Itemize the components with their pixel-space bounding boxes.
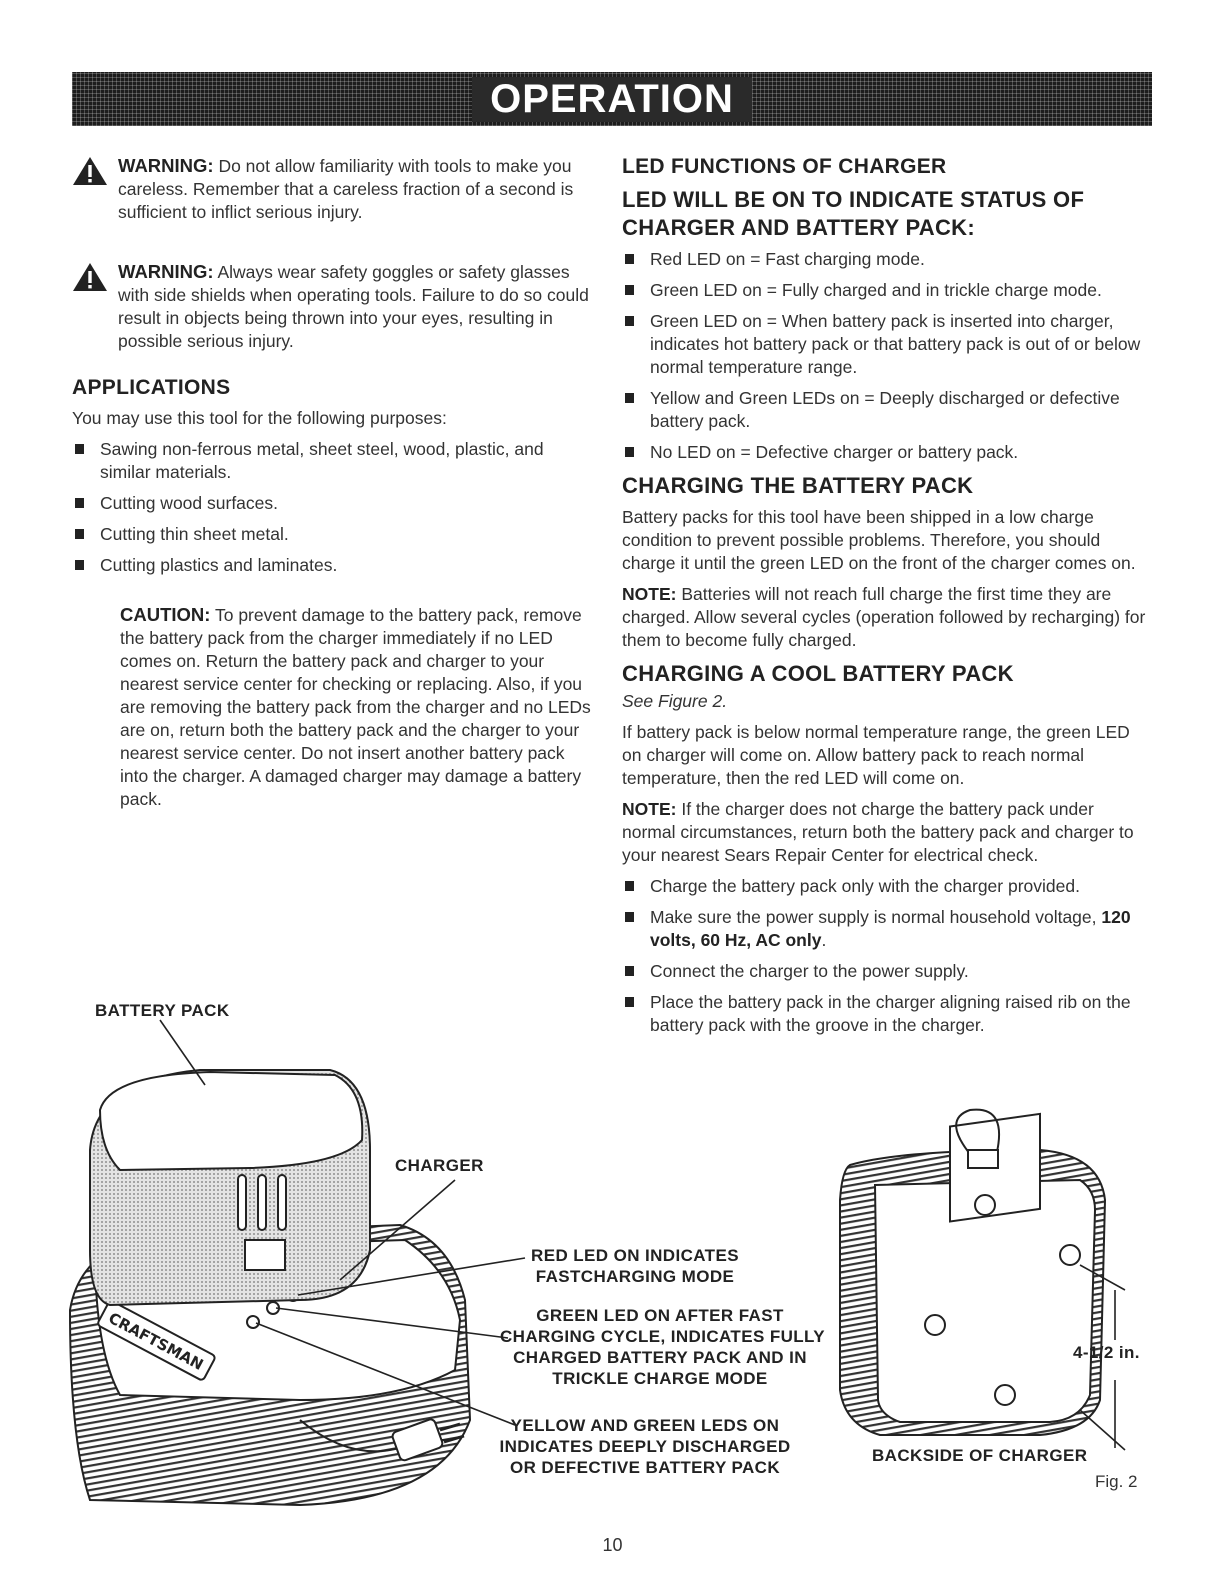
list-item: Make sure the power supply is normal household voltage, 120 volts, 60 Hz, AC only. <box>622 906 1152 952</box>
caution-text: To prevent damage to the battery pack, remove the battery pack from the charger immediately if no LED comes on. Return the battery pack and charger to your nearest service center for checking or replacing. Also, if you are removing the battery pack from the charger and no LEDs are on, return both the battery pack and the charger to your nearest service center. Do not insert another battery pack into the charger. A damaged charger may damage a battery pack. <box>120 605 591 809</box>
charging-text: Battery packs for this tool have been shipped in a low charge condition to prevent possible problems. Therefore, you should charge it until the green LED on the front of the charger comes on. <box>622 507 1136 573</box>
warning-text: Always wear safety goggles or safety glasses with side shields when operating tools. Failure to do so could result in objects being thrown into your eyes, resulting in possible serious injury. <box>118 262 589 351</box>
warning-keyword: WARNING: <box>118 155 214 176</box>
led-yellow-icon <box>247 1316 259 1328</box>
list-item: Cutting plastics and laminates. <box>72 554 594 577</box>
figure-label: Fig. 2 <box>1095 1472 1138 1491</box>
list-item: Cutting wood surfaces. <box>72 492 594 515</box>
page-number: 10 <box>602 1535 623 1555</box>
warning-text: Do not allow familiarity with tools to make you careless. Remember that a careless fraction of a second is sufficient to inflict serious injury. <box>118 156 574 222</box>
backside-charger-callout: BACKSIDE OF CHARGER <box>872 1446 1088 1465</box>
red-led-callout: RED LED ON INDICATES FASTCHARGING MODE <box>531 1246 739 1286</box>
list-item: Green LED on = Fully charged and in trickle charge mode. <box>622 279 1152 302</box>
note-text: If the charger does not charge the battery pack under normal circumstances, return both the battery pack and charger to your nearest Sears Repair Center for electrical check. <box>622 799 1134 865</box>
cool-battery-text: If battery pack is below normal temperature range, the green LED on charger will come on. Allow battery pack to reach normal temperature, then the red LED will come on. <box>622 722 1130 788</box>
green-led-callout: GREEN LED ON AFTER FAST CHARGING CYCLE, INDICATES FULLY CHARGED BATTERY PACK AND IN TRICKLE CHARGE MODE <box>500 1306 826 1388</box>
yellow-green-led-callout: YELLOW AND GREEN LEDS ON INDICATES DEEPLY DISCHARGED OR DEFECTIVE BATTERY PACK <box>499 1416 791 1477</box>
note-keyword: NOTE: <box>622 584 677 604</box>
list-item: Connect the charger to the power supply. <box>622 960 1152 983</box>
led-functions-heading: LED FUNCTIONS OF CHARGER <box>622 155 947 178</box>
section-title: OPERATION <box>472 77 752 122</box>
see-figure-text: See Figure 2. <box>622 691 728 711</box>
list-item: No LED on = Defective charger or battery pack. <box>622 441 1152 464</box>
list-item: Red LED on = Fast charging mode. <box>622 248 1152 271</box>
warning-keyword: WARNING: <box>118 261 214 282</box>
applications-intro: You may use this tool for the following purposes: <box>72 408 447 428</box>
battery-pack-callout: BATTERY PACK <box>95 1001 230 1020</box>
note-text: Batteries will not reach full charge the first time they are charged. Allow several cycles (operation followed by recharging) for them to become fully charged. <box>622 584 1146 650</box>
list-item: Yellow and Green LEDs on = Deeply discharged or defective battery pack. <box>622 387 1152 433</box>
led-status-subheading: LED WILL BE ON TO INDICATE STATUS OF CHARGER AND BATTERY PACK: <box>622 187 1085 240</box>
note-keyword: NOTE: <box>622 799 677 819</box>
charging-heading: CHARGING THE BATTERY PACK <box>622 473 974 498</box>
list-item: Green LED on = When battery pack is inserted into charger, indicates hot battery pack or that battery pack is out of or below normal temperature range. <box>622 310 1152 379</box>
charger-callout: CHARGER <box>395 1156 484 1175</box>
svg-text:CRAFTSMAN: CRAFTSMAN <box>105 1308 207 1374</box>
cool-battery-heading: CHARGING A COOL BATTERY PACK <box>622 661 1014 686</box>
applications-heading: APPLICATIONS <box>72 376 231 399</box>
backside-charger-illustration <box>840 1110 1125 1450</box>
caution-keyword: CAUTION: <box>120 604 211 625</box>
battery-pack-illustration <box>90 1070 370 1305</box>
list-item: Place the battery pack in the charger aligning raised rib on the battery pack with the groove in the charger. <box>622 991 1152 1037</box>
list-item: Sawing non-ferrous metal, sheet steel, wood, plastic, and similar materials. <box>72 438 594 484</box>
list-item: Charge the battery pack only with the charger provided. <box>622 875 1152 898</box>
list-item: Cutting thin sheet metal. <box>72 523 594 546</box>
dimension-label: 4-1/2 in. <box>1073 1343 1140 1362</box>
voltage-spec: 120 volts, 60 Hz, AC only <box>650 907 1131 950</box>
